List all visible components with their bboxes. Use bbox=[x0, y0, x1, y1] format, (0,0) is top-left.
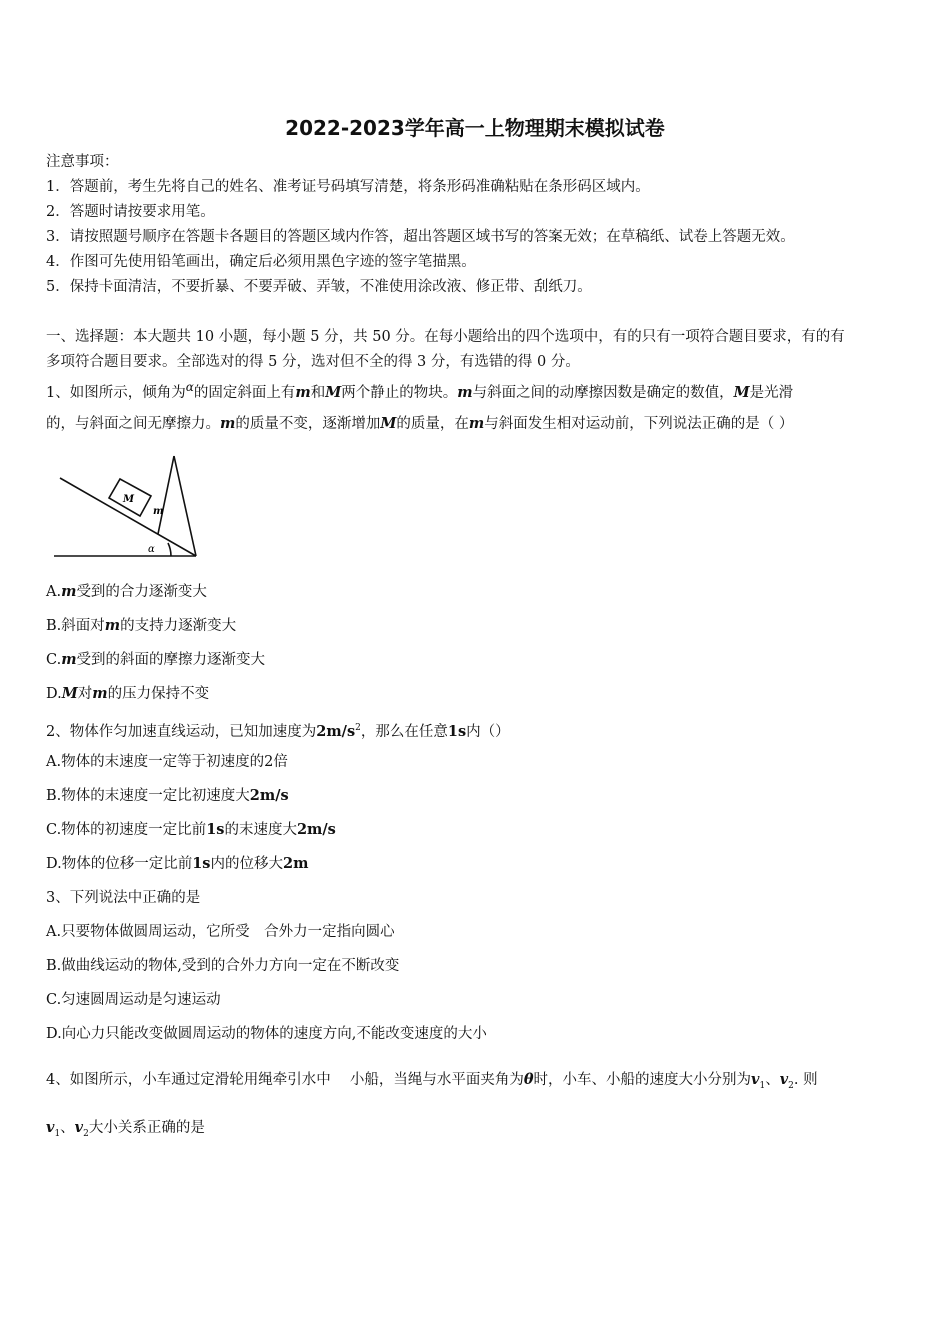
notice-item-4: 4．作图可先使用铅笔画出，确定后必须用黑色字迹的签字笔描黑。 bbox=[46, 254, 476, 270]
notice-heading: 注意事项： bbox=[46, 154, 119, 170]
section-intro-line2: 多项符合题目要求。全部选对的得 5 分，选对但不全的得 3 分，有选错的得 0 分。 bbox=[46, 354, 580, 370]
notice-item-5: 5．保持卡面清洁，不要折暴、不要弄破、弄皱，不准使用涂改液、修正带、刮纸刀。 bbox=[46, 279, 592, 295]
q2-option-b: B.物体的末速度一定比初速度大2m/s bbox=[46, 787, 289, 804]
q3-option-c: C.匀速圆周运动是匀速运动 bbox=[46, 992, 221, 1008]
q4-stem-line1: 4、如图所示，小车通过定滑轮用绳牵引水中 小船，当绳与水平面夹角为θ时，小车、小船的速度大小分别为$v_1$、$v_2$. 则 bbox=[46, 1071, 818, 1091]
q3-stem: 3、下列说法中正确的是 bbox=[46, 890, 201, 906]
q1-stem-line2: 的，与斜面之间无摩擦力。m的质量不变，逐渐增加M的质量，在m与斜面发生相对运动前，下列说法正确的是（ ） bbox=[46, 415, 794, 432]
section-intro-line1: 一、选择题：本大题共 10 小题，每小题 5 分，共 50 分。在每小题给出的四个选项中，有的只有一项符合题目要求，有的有 bbox=[46, 329, 845, 345]
q1-option-d: D.M对m的压力保持不变 bbox=[46, 685, 210, 702]
q2-option-a: A.物体的末速度一定等于初速度的2倍 bbox=[46, 754, 288, 770]
q1-option-b: B.斜面对m的支持力逐渐变大 bbox=[46, 617, 237, 634]
q4-stem-line2: $v_1$、$v_2$大小关系正确的是 bbox=[46, 1119, 205, 1139]
q1-option-a: A.m受到的合力逐渐变大 bbox=[46, 583, 207, 600]
q3-option-b: B.做曲线运动的物体,受到的合外力方向一定在不断改变 bbox=[46, 958, 400, 974]
notice-item-2: 2．答题时请按要求用笔。 bbox=[46, 204, 215, 220]
notice-item-1: 1．答题前，考生先将自己的姓名、准考证号码填写清楚，将条形码准确粘贴在条形码区域内。 bbox=[46, 179, 650, 195]
figure-label-alpha: α bbox=[148, 544, 155, 555]
q3-option-d: D.向心力只能改变做圆周运动的物体的速度方向,不能改变速度的大小 bbox=[46, 1026, 487, 1042]
page-title: 2022-2023学年高一上物理期末模拟试卷 bbox=[285, 116, 665, 140]
incline-figure bbox=[50, 450, 202, 562]
q2-option-c: C.物体的初速度一定比前1s的末速度大2m/s bbox=[46, 821, 336, 838]
q1-option-c: C.m受到的斜面的摩擦力逐渐变大 bbox=[46, 651, 266, 668]
q3-option-a: A.只要物体做圆周运动，它所受 合外力一定指向圆心 bbox=[46, 924, 395, 940]
notice-item-3: 3．请按照题号顺序在答题卡各题目的答题区域内作答，超出答题区域书写的答案无效；在草稿纸、试卷上答题无效。 bbox=[46, 229, 795, 245]
q2-stem: 2、物体作匀加速直线运动，已知加速度为$2m/s^2$，那么在任意1s内（） bbox=[46, 722, 510, 740]
figure-label-m: m bbox=[153, 506, 164, 517]
q2-option-d: D.物体的位移一定比前1s内的位移大2m bbox=[46, 855, 309, 872]
figure-label-M: M bbox=[123, 494, 135, 505]
q1-stem-line1: 1、如图所示，倾角为$^\alpha$的固定斜面上有m和M两个静止的物块。m与斜面之间的动摩擦因数是确定的数值，M是光滑 bbox=[46, 380, 794, 401]
